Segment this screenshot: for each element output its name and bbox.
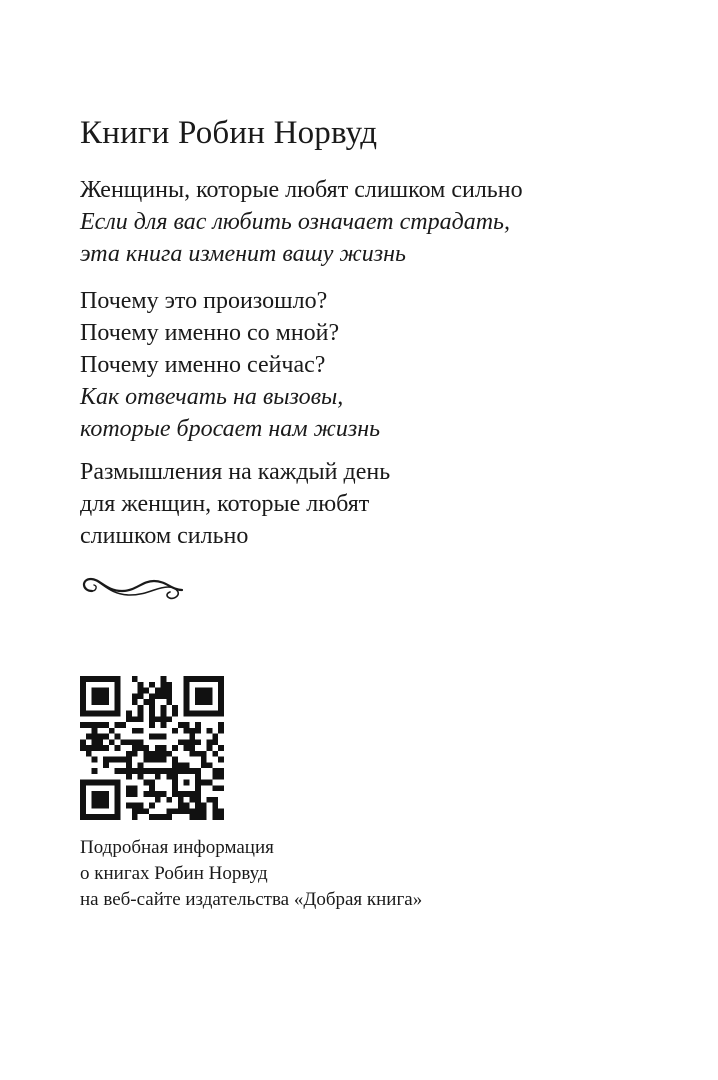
info-line-1: Подробная информация: [80, 837, 274, 858]
book-entry-3: [80, 456, 390, 552]
publisher-info: [80, 835, 422, 913]
qr-code-icon: [80, 676, 224, 820]
book-2-line-3: Почему именно сейчас?: [80, 352, 326, 378]
book-2-line-1: Почему это произошло?: [80, 288, 328, 314]
book-3-line-3: слишком сильно: [80, 523, 249, 549]
book-2-line-5: которые бросает нам жизнь: [80, 416, 381, 442]
info-line-3: на веб-сайте издательства «Добрая книга»: [80, 889, 423, 910]
book-1-line-2: Если для вас любить означает страдать,: [80, 209, 510, 235]
page-title: Книги Робин Норвуд: [80, 115, 378, 151]
flourish-divider-icon: [78, 568, 188, 604]
book-entry-2: [80, 285, 380, 445]
book-3-line-2: для женщин, которые любят: [80, 491, 370, 517]
book-2-line-2: Почему именно со мной?: [80, 320, 340, 346]
info-line-2: о книгах Робин Норвуд: [80, 863, 268, 884]
book-entry-1: [80, 174, 523, 270]
book-2-line-4: Как отвечать на вызовы,: [80, 384, 344, 410]
book-1-line-1: Женщины, которые любят слишком сильно: [80, 177, 523, 203]
book-1-line-3: эта книга изменит вашу жизнь: [80, 241, 406, 267]
book-3-line-1: Размышления на каждый день: [80, 459, 391, 485]
